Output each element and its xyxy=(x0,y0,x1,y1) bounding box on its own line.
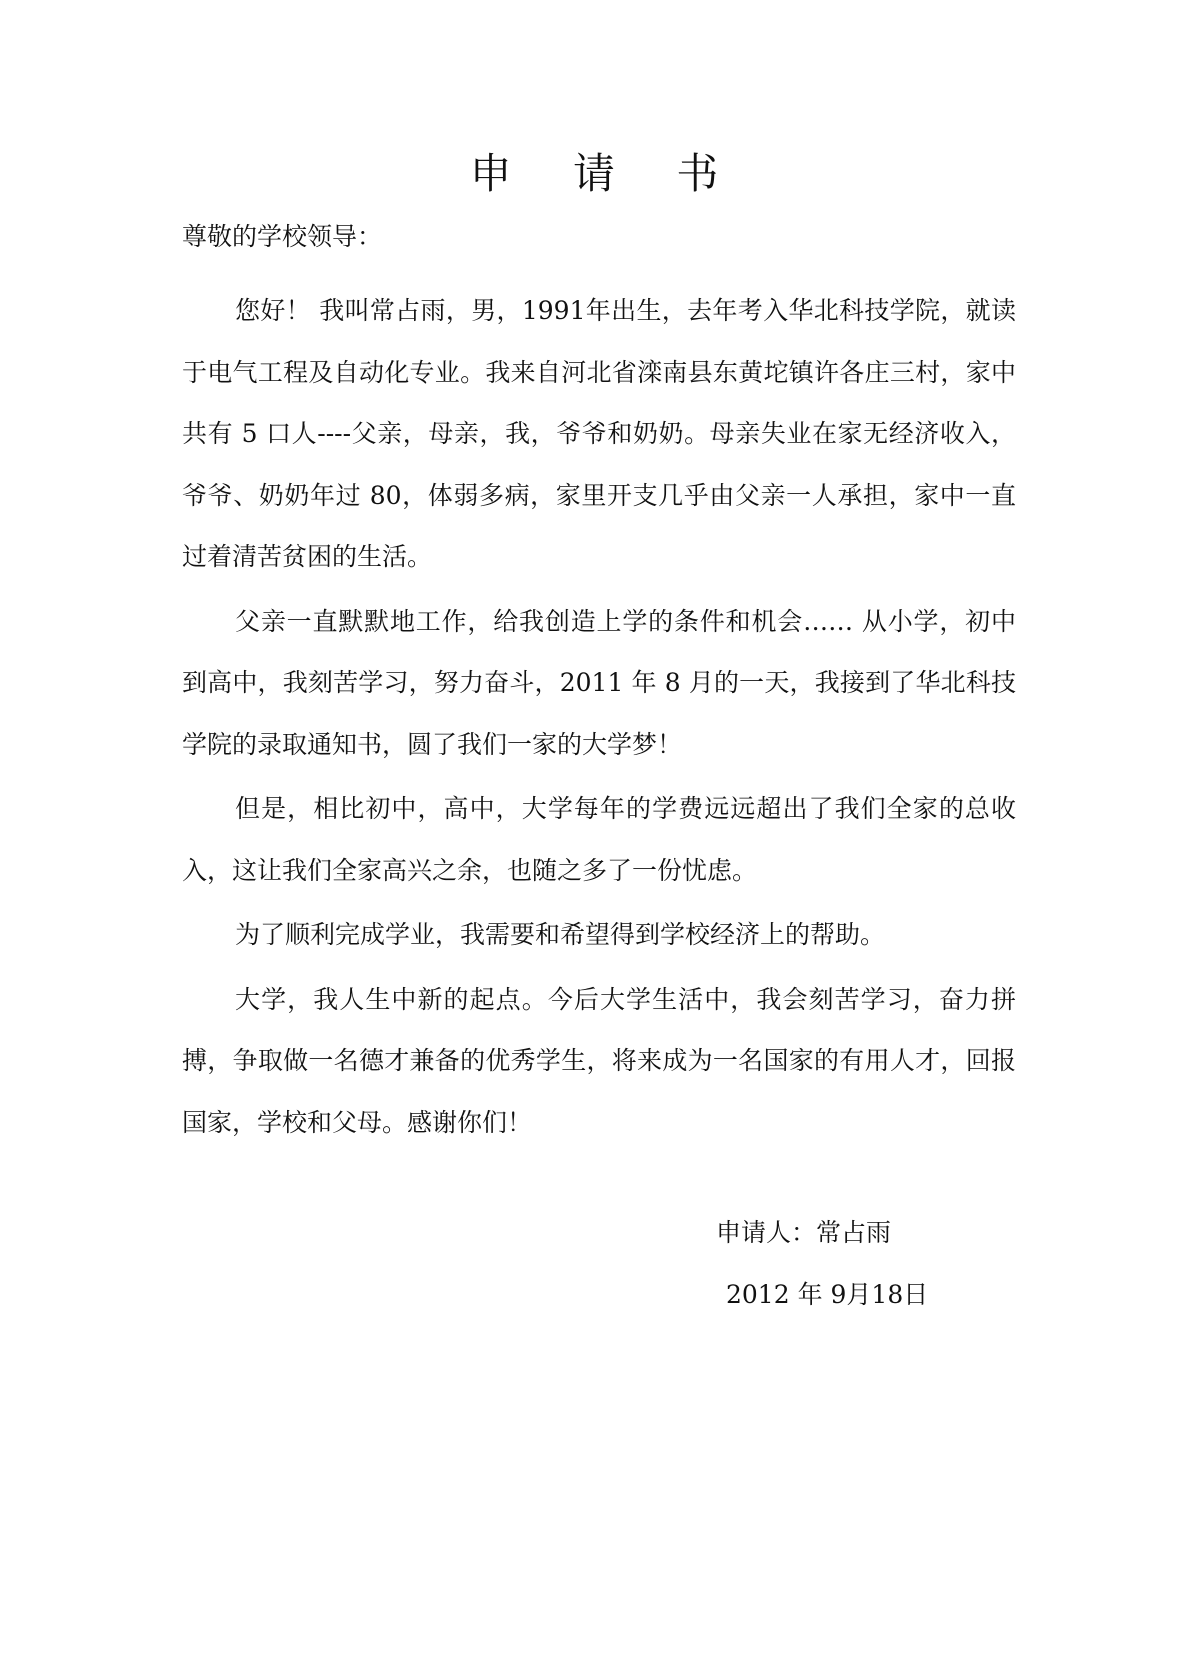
signature-date: 2012 年 9月18日 xyxy=(726,1280,929,1309)
salutation: 尊敬的学校领导： xyxy=(182,222,383,251)
signature-applicant: 申请人：常占雨 xyxy=(716,1218,892,1247)
paragraph-father-support: 父亲一直默默地工作，给我创造上学的条件和机会…… 从小学，初中到高中，我刻苦学习，努力奋斗，2011 年 8 月的一天，我接到了华北科技学院的录取通知书，圆了我们一家的大学梦！ xyxy=(182,606,1016,759)
paragraph-request: 为了顺利完成学业，我需要和希望得到学校经济上的帮助。 xyxy=(235,920,886,949)
letter-body xyxy=(182,280,1016,1156)
document-title: 申 请 书 xyxy=(469,149,743,198)
paragraph-introduction: 您好！ 我叫常占雨，男，1991年出生，去年考入华北科技学院，就读于电气工程及自动化专业。我来自河北省滦南县东黄坨镇许各庄三村，家中共有 5 口人----父亲，母亲，我，爷爷和奶奶。母亲失业在家无经济收入，爷爷、奶奶年过 80，体弱多病，家里开支几乎由父亲一人承担，家中一直过着清苦贫困的生活。 xyxy=(182,296,1016,571)
paragraph-tuition-concern: 但是，相比初中，高中，大学每年的学费远远超出了我们全家的总收入，这让我们全家高兴之余，也随之多了一份忧虑。 xyxy=(182,794,1016,885)
paragraph-closing: 大学，我人生中新的起点。今后大学生活中，我会刻苦学习，奋力拼搏，争取做一名德才兼备的优秀学生，将来成为一名国家的有用人才，回报国家，学校和父母。感谢你们！ xyxy=(182,984,1016,1137)
